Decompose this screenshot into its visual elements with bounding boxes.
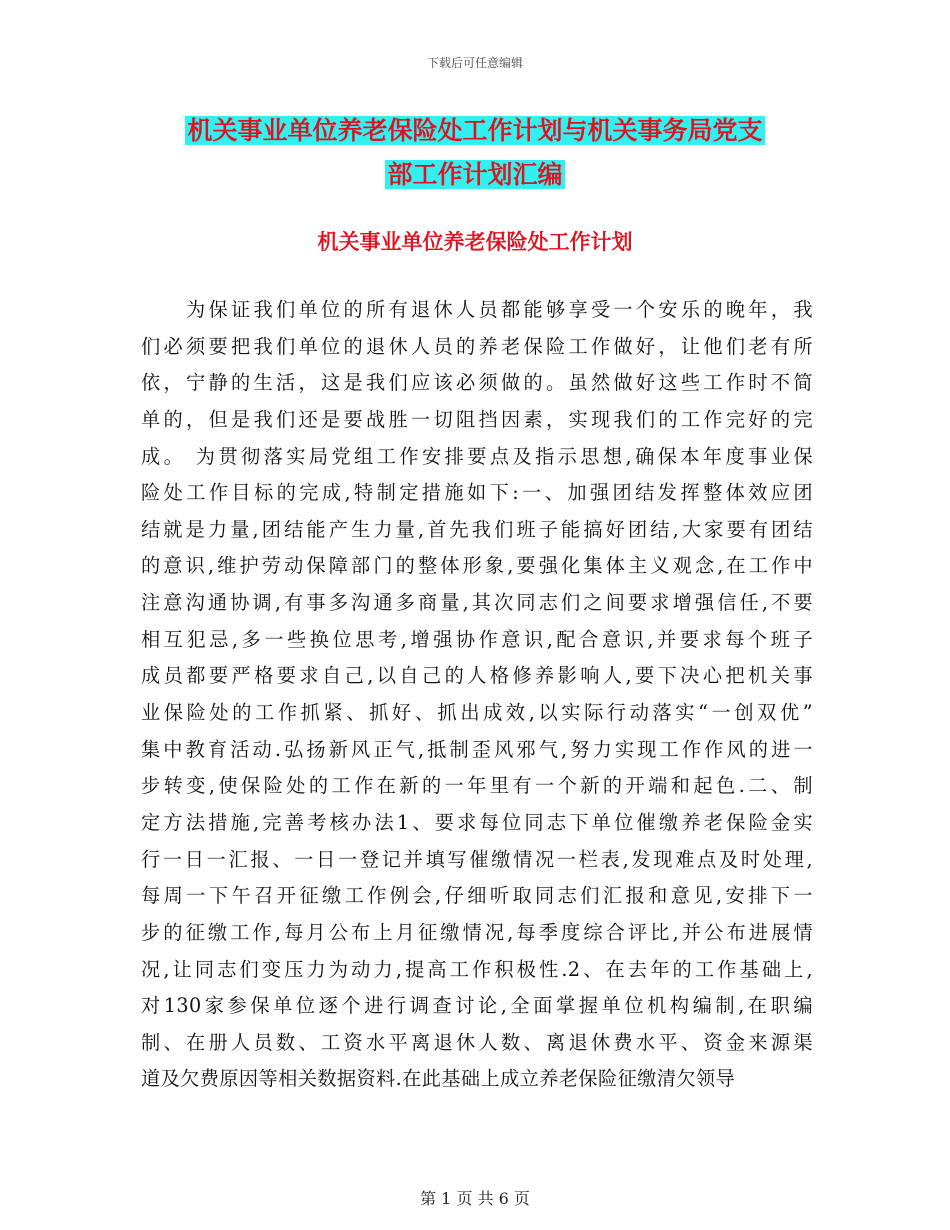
- body-line: 对130家参保单位逐个进行调查讨论,全面掌握单位机构编制,在职编: [141, 994, 813, 1018]
- document-title-line-2: [0, 156, 950, 194]
- body-line: 定方法措施,完善考核办法1、要求每位同志下单位催缴养老保险金实: [141, 810, 813, 834]
- document-title-text-2: 部工作计划汇编: [387, 160, 563, 189]
- body-line: 行一日一汇报、一日一登记并填写催缴情况一栏表,发现难点及时处理,: [141, 847, 813, 871]
- body-line: 成员都要严格要求自己,以自己的人格修养影响人,要下决心把机关事: [141, 664, 813, 688]
- document-title-line-1: [0, 112, 950, 150]
- body-line: 们必须要把我们单位的退休人员的养老保险工作做好，让他们老有所: [141, 334, 813, 358]
- document-title-text-1: 机关事业单位养老保险处工作计划与机关事务局党支: [187, 116, 763, 145]
- body-line: 业保险处的工作抓紧、抓好、抓出成效,以实际行动落实“一创双优”: [141, 701, 813, 725]
- body-line: 道及欠费原因等相关数据资料.在此基础上成立养老保险征缴清欠领导: [141, 1067, 736, 1091]
- body-line: 成。 为贯彻落实局党组工作安排要点及指示思想,确保本年度事业保: [141, 444, 813, 468]
- body-line: 为保证我们单位的所有退休人员都能够享受一个安乐的晚年，我: [141, 298, 813, 321]
- body-line: 相互犯忌,多一些换位思考,增强协作意识,配合意识,并要求每个班子: [141, 627, 813, 651]
- body-line: 的意识,维护劳动保障部门的整体形象,要强化集体主义观念,在工作中: [141, 554, 813, 578]
- body-line: 注意沟通协调,有事多沟通多商量,其次同志们之间要求增强信任,不要: [141, 591, 813, 615]
- section-title: 机关事业单位养老保险处工作计划: [317, 230, 633, 254]
- body-line: 集中教育活动.弘扬新风正气,抵制歪风邪气,努力实现工作作风的进一: [141, 737, 813, 761]
- body-line: 险处工作目标的完成,特制定措施如下:一、加强团结发挥整体效应团: [141, 481, 813, 505]
- page-header-note: 下载后可任意编辑: [426, 56, 523, 70]
- body-line: 制、在册人员数、工资水平离退休人数、离退休费水平、资金来源渠: [141, 1030, 813, 1054]
- body-line: 单的，但是我们还是要战胜一切阻挡因素，实现我们的工作完好的完: [141, 407, 813, 431]
- body-line: 结就是力量,团结能产生力量,首先我们班子能搞好团结,大家要有团结: [141, 517, 813, 541]
- body-line: 依，宁静的生活，这是我们应该必须做的。虽然做好这些工作时不简: [141, 371, 813, 395]
- body-line: 况,让同志们变压力为动力,提高工作积极性.2、在去年的工作基础上,: [141, 957, 813, 981]
- body-line: 每周一下午召开征缴工作例会,仔细听取同志们汇报和意见,安排下一: [141, 884, 813, 908]
- body-paragraph: [141, 292, 813, 1098]
- body-line: 步的征缴工作,每月公布上月征缴情况,每季度综合评比,并公布进展情: [141, 920, 813, 944]
- body-line: 步转变,使保险处的工作在新的一年里有一个新的开端和起色.二、制: [141, 774, 813, 798]
- page-number-footer: 第 1 页 共 6 页: [420, 1189, 530, 1208]
